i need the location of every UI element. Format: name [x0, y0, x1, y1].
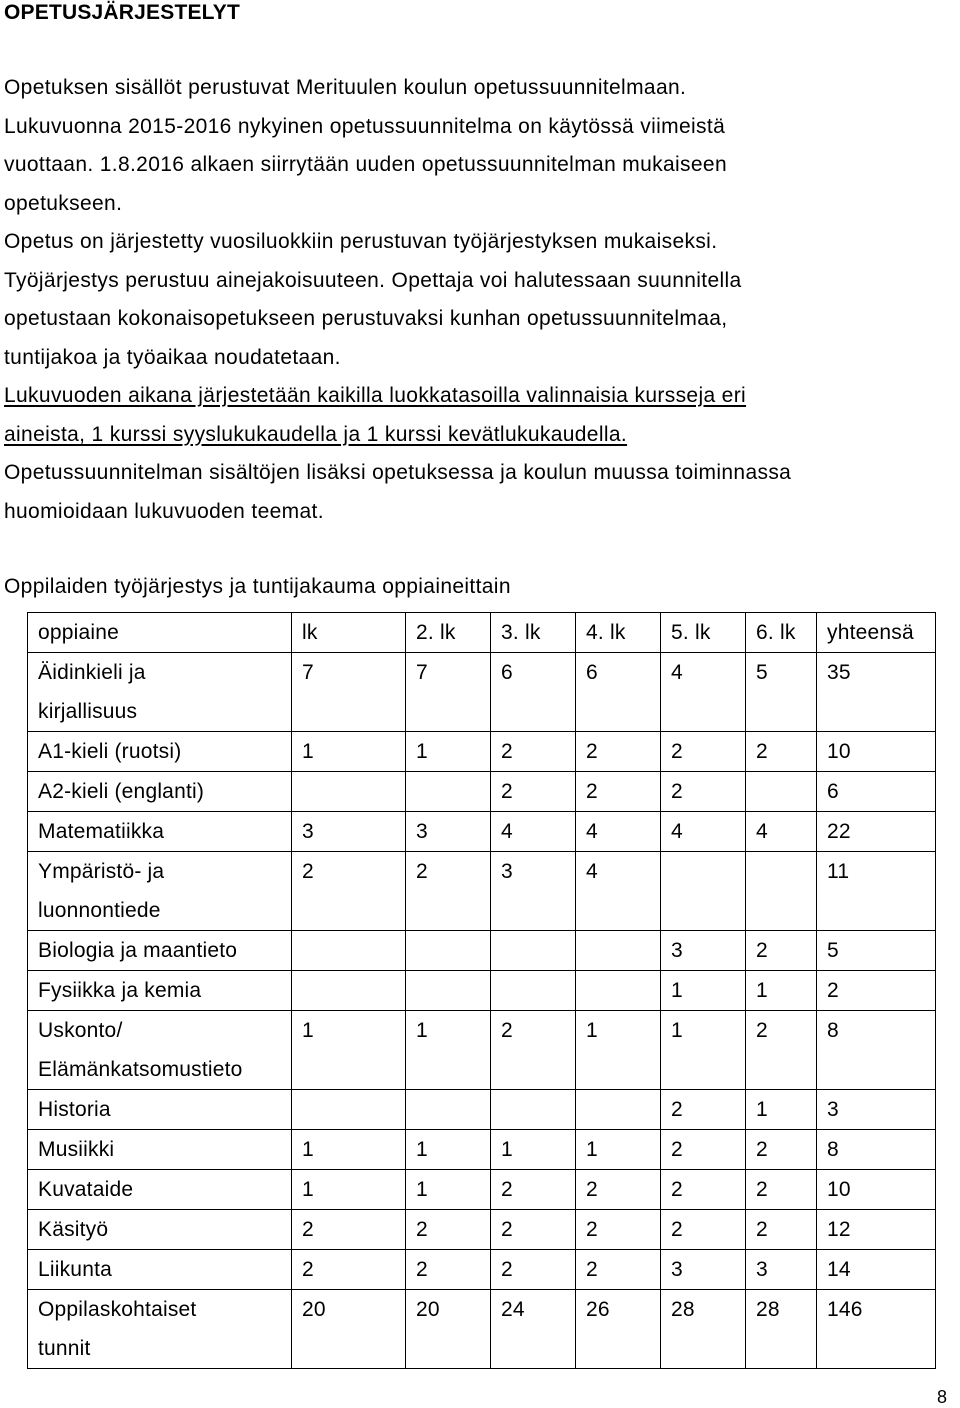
table-body [28, 613, 936, 1369]
hours-cell [491, 931, 576, 971]
hours-cell: 1 [406, 1130, 491, 1170]
subject-line: Uskonto/ [38, 1019, 123, 1042]
total-cell: 3 [817, 1090, 936, 1130]
hours-cell: 1 [406, 1011, 491, 1090]
hours-cell: 2 [292, 852, 406, 931]
header-cell: oppiaine [28, 613, 292, 653]
subject-line: Äidinkieli ja [38, 661, 146, 684]
subject-cell [28, 1290, 292, 1369]
hours-cell: 2 [491, 772, 576, 812]
underlined-line: Lukuvuoden aikana järjestetään kaikilla luokkatasoilla valinnaisia kursseja eri [4, 384, 747, 407]
hours-cell: 2 [746, 931, 817, 971]
header-cell: 3. lk [491, 613, 576, 653]
hours-cell [292, 931, 406, 971]
hours-cell: 3 [491, 852, 576, 931]
hours-cell: 1 [292, 1130, 406, 1170]
hours-cell: 1 [661, 1011, 746, 1090]
hours-cell [406, 1090, 491, 1130]
hours-cell: 3 [292, 812, 406, 852]
hours-cell: 1 [406, 1170, 491, 1210]
hours-cell [661, 852, 746, 931]
subject-line: Historia [38, 1098, 111, 1121]
section-heading: OPETUSJÄRJESTELYT [4, 1, 241, 24]
total-cell: 146 [817, 1290, 936, 1369]
hours-cell: 2 [746, 1170, 817, 1210]
subject-line: tunnit [38, 1337, 91, 1360]
subject-cell [28, 732, 292, 772]
header-cell: 5. lk [661, 613, 746, 653]
table-row [28, 812, 936, 852]
hours-cell: 20 [292, 1290, 406, 1369]
subject-line: A2-kieli (englanti) [38, 780, 205, 803]
hours-cell: 4 [661, 653, 746, 732]
intro-line: Opetuksen sisällöt perustuvat Merituulen koulun opetussuunnitelmaan. [4, 76, 687, 99]
hours-cell: 2 [406, 1250, 491, 1290]
subject-cell [28, 653, 292, 732]
hours-cell: 24 [491, 1290, 576, 1369]
hours-cell: 1 [292, 1011, 406, 1090]
subject-cell [28, 772, 292, 812]
hours-cell: 1 [491, 1130, 576, 1170]
subject-cell [28, 931, 292, 971]
hours-cell: 2 [746, 1210, 817, 1250]
header-cell: 4. lk [576, 613, 661, 653]
hours-cell [292, 1090, 406, 1130]
total-cell: 8 [817, 1130, 936, 1170]
hours-cell [576, 971, 661, 1011]
hours-cell: 2 [406, 1210, 491, 1250]
subject-line: Fysiikka ja kemia [38, 979, 202, 1002]
hours-cell: 1 [292, 732, 406, 772]
hours-cell [746, 852, 817, 931]
subject-cell [28, 971, 292, 1011]
subject-line: Matematiikka [38, 820, 165, 843]
hours-cell: 1 [746, 971, 817, 1011]
table-row [28, 1250, 936, 1290]
hours-cell: 2 [406, 852, 491, 931]
total-cell: 10 [817, 1170, 936, 1210]
hours-cell: 3 [661, 1250, 746, 1290]
hours-cell: 6 [576, 653, 661, 732]
hours-cell [406, 931, 491, 971]
subject-line: luonnontiede [38, 899, 161, 922]
subject-line: Musiikki [38, 1138, 115, 1161]
hours-cell: 2 [661, 1210, 746, 1250]
hours-cell: 2 [292, 1250, 406, 1290]
hours-cell: 2 [491, 1250, 576, 1290]
table-row [28, 1011, 936, 1090]
subject-line: kirjallisuus [38, 700, 138, 723]
hours-cell: 26 [576, 1290, 661, 1369]
body-text [4, 69, 954, 531]
intro-line: Lukuvuonna 2015-2016 nykyinen opetussuunnitelma on käytössä viimeistä [4, 114, 726, 138]
table-row [28, 1130, 936, 1170]
subject-cell [28, 1170, 292, 1210]
hours-cell: 28 [746, 1290, 817, 1369]
subject-line: A1-kieli (ruotsi) [38, 740, 182, 763]
total-cell: 22 [817, 812, 936, 852]
subject-line: Käsityö [38, 1218, 109, 1241]
hours-cell [406, 772, 491, 812]
total-cell: 10 [817, 732, 936, 772]
table-row [28, 1290, 936, 1369]
table-row [28, 1170, 936, 1210]
closing-line: huomioidaan lukuvuoden teemat. [4, 499, 324, 523]
intro-line: Opetus on järjestetty vuosiluokkiin perustuvan työjärjestyksen mukaiseksi. [4, 230, 718, 253]
hours-cell: 3 [406, 812, 491, 852]
hours-cell: 4 [661, 812, 746, 852]
subject-line: Oppilaskohtaiset [38, 1298, 197, 1321]
hours-cell [576, 931, 661, 971]
total-cell: 35 [817, 653, 936, 732]
hours-cell: 2 [491, 1170, 576, 1210]
subject-line: Elämänkatsomustieto [38, 1058, 243, 1081]
table-row [28, 1210, 936, 1250]
hours-cell: 7 [292, 653, 406, 732]
hours-cell: 1 [576, 1011, 661, 1090]
hours-cell: 2 [746, 1011, 817, 1090]
timetable-table [27, 612, 936, 1369]
hours-cell [292, 971, 406, 1011]
hours-cell: 1 [406, 732, 491, 772]
subject-cell [28, 1130, 292, 1170]
page-number: 8 [937, 1387, 948, 1407]
hours-cell: 2 [491, 1210, 576, 1250]
hours-cell: 2 [661, 772, 746, 812]
table-row [28, 772, 936, 812]
hours-cell: 2 [576, 732, 661, 772]
hours-cell: 2 [661, 1090, 746, 1130]
total-cell: 12 [817, 1210, 936, 1250]
subject-line: Kuvataide [38, 1178, 134, 1201]
hours-cell: 2 [661, 1130, 746, 1170]
header-cell: 2. lk [406, 613, 491, 653]
subject-cell [28, 812, 292, 852]
hours-cell: 4 [746, 812, 817, 852]
intro-line: tuntijakoa ja työaikaa noudatetaan. [4, 345, 341, 369]
subject-line: Liikunta [38, 1258, 112, 1281]
table-row [28, 852, 936, 931]
hours-cell: 5 [746, 653, 817, 732]
hours-cell [491, 1090, 576, 1130]
total-cell: 14 [817, 1250, 936, 1290]
intro-line: Työjärjestys perustuu ainejakoisuuteen. Opettaja voi halutessaan suunnitella [4, 268, 742, 292]
hours-cell: 7 [406, 653, 491, 732]
hours-cell [491, 971, 576, 1011]
intro-line: opetustaan kokonaisopetukseen perustuvaksi kunhan opetussuunnitelmaa, [4, 307, 728, 330]
subject-line: Ympäristö- ja [38, 860, 165, 883]
header-cell: yhteensä [817, 613, 936, 653]
hours-cell: 2 [576, 1250, 661, 1290]
hours-cell: 2 [576, 1210, 661, 1250]
hours-cell: 2 [746, 1130, 817, 1170]
hours-cell: 1 [576, 1130, 661, 1170]
intro-line: opetukseen. [4, 191, 123, 215]
closing-line: Opetussuunnitelman sisältöjen lisäksi opetuksessa ja koulun muussa toiminnassa [4, 461, 792, 484]
hours-cell: 1 [746, 1090, 817, 1130]
total-cell: 8 [817, 1011, 936, 1090]
hours-cell: 3 [661, 931, 746, 971]
hours-cell: 1 [661, 971, 746, 1011]
table-title: Oppilaiden työjärjestys ja tuntijakauma oppiaineittain [4, 575, 511, 598]
table-row [28, 931, 936, 971]
hours-cell [292, 772, 406, 812]
hours-cell: 2 [576, 1170, 661, 1210]
subject-cell [28, 1210, 292, 1250]
hours-cell: 4 [576, 852, 661, 931]
table-row [28, 732, 936, 772]
hours-cell [746, 772, 817, 812]
hours-cell: 4 [576, 812, 661, 852]
subject-cell [28, 1250, 292, 1290]
total-cell: 11 [817, 852, 936, 931]
hours-cell: 2 [491, 1011, 576, 1090]
hours-cell: 2 [576, 772, 661, 812]
intro-line: vuottaan. 1.8.2016 alkaen siirrytään uuden opetussuunnitelman mukaiseen [4, 153, 727, 176]
header-cell: lk [292, 613, 406, 653]
hours-cell: 4 [491, 812, 576, 852]
total-cell: 6 [817, 772, 936, 812]
hours-cell: 20 [406, 1290, 491, 1369]
hours-cell: 2 [491, 732, 576, 772]
table-row [28, 971, 936, 1011]
table-row [28, 1090, 936, 1130]
total-cell: 5 [817, 931, 936, 971]
subject-cell [28, 852, 292, 931]
hours-cell [406, 971, 491, 1011]
hours-cell: 2 [292, 1210, 406, 1250]
hours-cell: 28 [661, 1290, 746, 1369]
total-cell: 2 [817, 971, 936, 1011]
table-header-row [28, 613, 936, 653]
hours-cell: 1 [292, 1170, 406, 1210]
subject-cell [28, 1011, 292, 1090]
hours-cell [576, 1090, 661, 1130]
underlined-line: aineista, 1 kurssi syyslukukaudella ja 1 kurssi kevätlukukaudella. [4, 422, 628, 446]
subject-cell [28, 1090, 292, 1130]
hours-cell: 3 [746, 1250, 817, 1290]
hours-cell: 2 [661, 732, 746, 772]
table-row [28, 653, 936, 732]
header-cell: 6. lk [746, 613, 817, 653]
hours-cell: 6 [491, 653, 576, 732]
hours-cell: 2 [746, 732, 817, 772]
hours-cell: 2 [661, 1170, 746, 1210]
subject-line: Biologia ja maantieto [38, 939, 238, 962]
